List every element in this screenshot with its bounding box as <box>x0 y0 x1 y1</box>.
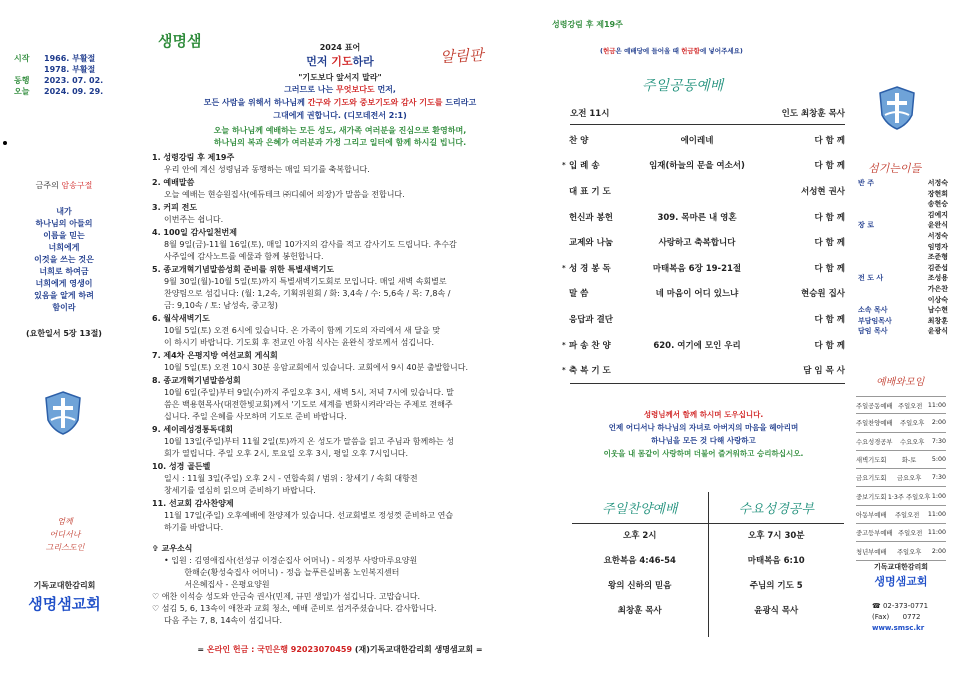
notice-item: 4. 100일 감사일천번제 8월 9일(금)-11월 16일(토), 매일 10가지의 감사를 적고 감사기도 드립니다. 추수감 사주일에 감사노트를 예물과 함께 봉헌합니다. <box>152 228 457 261</box>
order-row: * 파 송 찬 양 620. 여기에 모인 우리 다 함 께 <box>562 340 845 351</box>
order-row: 교제와 나눔 사랑하고 축복합니다 다 함 께 <box>569 238 845 249</box>
notice-board-title: 알림판 <box>439 45 484 67</box>
servant-row: 가은찬 <box>927 284 948 293</box>
notice-item: 9. 세이레성경통독대회 10월 13일(주일)부터 11월 2일(토)까지 온 성도가 말씀을 읽고 주님과 함께하는 성 회가 열립니다. 주일 오후 2시, 토요일 오후 3시, 평일 오후 7시입니다. <box>152 425 454 458</box>
schedule-row: 주일공동예배 주일오전 11:00 <box>856 396 946 414</box>
servant-row: 김준섭 <box>927 263 948 272</box>
servants-list <box>858 178 948 337</box>
history-row: 오늘 2024. 09. 29. <box>14 87 104 96</box>
servant-row: 장현희 <box>927 189 948 198</box>
order-row: 헌신과 봉헌 309. 목마른 내 영혼 다 함 께 <box>569 212 845 223</box>
order-row: 찬 양 에이레네 다 함 께 <box>569 135 845 146</box>
schedule-row: 수요성경공부 수요오후 7:30 <box>856 433 946 451</box>
year-motto: 2024 표어 먼저 기도하라 "기도보다 앞서지 말라" <box>150 42 530 83</box>
online-offering: = 온라인 헌금 : 국민은행 92023070459 (재)기독교대한감리회 생명샘교회 = <box>197 645 483 654</box>
divider <box>570 383 845 384</box>
servant-row: 임명자 <box>927 242 948 251</box>
verse-heading: 금주의 암송구절 <box>35 181 93 190</box>
schedule-title: 예배와모임 <box>876 377 925 388</box>
methodist-cross-logo-icon <box>43 390 83 436</box>
servant-row: 송현승 <box>927 200 948 209</box>
service-duty-note: ♡ 섬김 5, 6, 13속이 애찬과 교회 청소, 예배 준비로 섬겨주셨습니다. 감사합니다. <box>152 604 437 613</box>
worship-title: 주일공동예배 <box>642 78 724 94</box>
schedule-row: 아동부예배 주일오전 11:00 <box>856 506 946 524</box>
order-row: * 축 복 기 도 담 임 목 사 <box>562 366 845 377</box>
order-of-worship <box>562 127 845 383</box>
notice-item: 10. 성경 골든벨 일시 : 11월 3일(주일) 오후 2시 - 연합속회 / 범위 : 창세기 / 속회 대항전 창세기를 열심히 읽으며 준비하기 바랍니다. <box>152 462 418 495</box>
notice-list <box>152 152 532 535</box>
verse-text: 내가 하나님의 아들의 이름을 믿는 너희에게 이것을 쓰는 것은 너희로 하여금 너희에게 영생이 있음을 알게 하려 함이라 <box>34 207 94 312</box>
servant-row: 소속 목사 남수현 <box>858 306 948 315</box>
contact-info: ☎ 02-373-0771 (Fax) 0772 www.smsc.kr <box>872 601 952 634</box>
servant-row: 반 주 서정숙 <box>858 179 948 187</box>
servant-row: 이상숙 <box>927 295 948 304</box>
notice-item: 11. 선교회 감사찬양제 11월 17일(주일) 오후예배에 찬양제가 있습니다. 선교회별로 정성껏 준비하고 연습 하기를 바랍니다. <box>152 499 454 532</box>
history-row: 1978. 부활절 <box>44 65 96 74</box>
weekly-memory-verse <box>10 180 118 340</box>
notice-item: 3. 커피 전도 이번주는 쉽니다. <box>152 203 224 224</box>
notice-item: 1. 성령강림 후 제19주 우리 안에 계신 성령님과 동행하는 매일 되기를 축복합니다. <box>152 153 370 174</box>
order-row: 대 표 기 도 서성현 권사 <box>569 186 845 197</box>
history-row: 동행 2023. 07. 02. <box>14 76 104 85</box>
congregation-news: ✞ 교우소식 • 입원 : 김영애집사(선성규 이경순집사 어머니) - 의정부 사랑마루요양원 한해순(황성숙집사 어머니) - 정읍 늘푸른실버홈 노인복지센터 서은혜집사 - 은평요양원 ♡ 애찬 이석승 성도와 안금숙 권사(민제, 규민 생일)가 섬깁니다. 고맙습니다. ♡ 섬김 5, 6, 13속이 애찬과 교회 청소, 예배 준비로 섬겨주셨습니다. 감사합니다. 다음 주는 7, 8, 14속이 섬깁니다. <box>152 543 532 627</box>
benediction-message: 성령님께서 함께 하시며 도우십니다. 언제 어디서나 하나님의 자녀로 아버지의 마음을 헤아리며 하나님을 모든 것 다해 사랑하고 이웃을 내 몸같이 사랑하며 더불어 즐거워하고 승리하십시오. <box>603 410 804 458</box>
bullet-dot <box>3 141 7 145</box>
servant-row: 서정숙 <box>927 231 948 240</box>
schedule-row: 청년부예배 주일오후 2:00 <box>856 542 946 560</box>
afternoon-service: 주일찬양예배 오후 2시 요한복음 4:46-54 왕의 신하의 믿음 최창훈 목사 <box>572 492 708 637</box>
other-services <box>572 492 844 637</box>
liturgical-week: 성령강림 후 제19주 <box>552 20 623 29</box>
history-row: 시작 1966. 부활절 <box>14 54 96 63</box>
schedule-row: 중보기도회 1·3주 주일오후 1:00 <box>856 487 946 505</box>
motto-scripture: 그러므로 나는 무엇보다도 먼저, 모든 사람을 위해서 하나님께 간구와 기도와 중보기도와 감사 기도를 드리라고 그대에게 권합니다. (디모데전서 2:1) <box>203 85 477 120</box>
church-name-block: 기독교대한감리회 생명샘교회 <box>873 563 929 588</box>
order-row: 말 씀 네 마음이 어디 있느냐 현승원 집사 <box>569 289 845 300</box>
servants-title: 섬기는이들 <box>868 162 922 175</box>
order-row: * 입 례 송 임재(하늘의 문을 여소서) 다 함 께 <box>562 161 845 172</box>
methodist-cross-logo-icon <box>877 85 917 131</box>
motto-title: 먼저 기도하라 <box>306 55 374 68</box>
church-history <box>14 53 114 97</box>
notice-item: 2. 예배말씀 오늘 예배는 현승원집사(에듀테크 ㈜디쉐어 의장)가 말씀을 전합니다. <box>152 178 405 199</box>
servant-row: 김예지 <box>927 210 948 219</box>
servant-row: 조준형 <box>927 253 948 262</box>
schedule-row: 새벽기도회 화-토 5:00 <box>856 451 946 469</box>
website-link[interactable]: www.smsc.kr <box>872 624 925 632</box>
notice-item: 5. 종교개혁기념말씀성회 준비를 위한 특별새벽기도 9월 30일(월)-10월 5일(토)까지 특별새벽기도회로 모입니다. 매일 새벽 속회별로 찬양팀으로 섬깁니다: (월: 1,2속, 기획위원회 / 화: 3,4속 / 수: 5,6속 / 목: 7,8속 / 금: 9,10속 / 토: 남성속, 중고청) <box>152 265 451 310</box>
offering-note: (헌금은 예배당에 들어올 때 헌금함에 넣어주세요) <box>600 47 743 55</box>
service-header: 오전 11시 인도 최창훈 목사 <box>570 107 845 125</box>
handwritten-motto: 엄께 어디서나 그리스도인 <box>45 517 85 552</box>
fellowship-meal-note: ♡ 애찬 이석승 성도와 안금숙 권사(민제, 규민 생일)가 섬깁니다. 고맙습니다. <box>152 592 421 601</box>
servant-row: 전 도 사 조성용 <box>858 274 948 283</box>
wednesday-bible-study: 수요성경공부 오후 7시 30분 마태복음 6:10 주님의 기도 5 윤광식 목사 <box>708 492 845 637</box>
welcome-message: 오늘 하나님께 예배하는 모든 성도, 새가족 여러분을 진심으로 환영하며, 하나님의 복과 은혜가 여러분과 가정 그리고 일터에 함께 하시길 빕니다. <box>213 126 467 147</box>
schedule-row: 중고등부예배 주일오전 11:00 <box>856 524 946 542</box>
servant-row: 부담임목사 최창훈 <box>858 316 948 325</box>
worship-schedule <box>856 396 946 561</box>
order-row: * 성 경 봉 독 마태복음 6장 19-21절 다 함 께 <box>562 263 845 274</box>
notice-item: 7. 제4차 은평지방 여선교회 게식회 10월 5일(토) 오전 10시 30분 응암교회에서 있습니다. 교회에서 9시 40분 출발합니다. <box>152 351 469 372</box>
bulletin-header: 생명샘 <box>158 32 202 50</box>
church-name-block: 기독교대한감리회 생명샘교회 <box>28 581 101 613</box>
servant-row: 장 로 윤완식 <box>858 221 948 230</box>
schedule-row: 금요기도회 금요오후 7:30 <box>856 469 946 487</box>
schedule-row: 주일찬양예배 주일오후 2:00 <box>856 414 946 432</box>
verse-reference: (요한일서 5장 13절) <box>26 329 102 338</box>
order-row: 응답과 결단 다 함 께 <box>569 314 845 325</box>
servant-row: 담임 목사 윤광식 <box>858 327 948 336</box>
notice-item: 6. 월삭새벽기도 10월 5일(토) 오전 6시에 있습니다. 온 가족이 함께 기도의 자리에서 새 달을 맞 이 하시기 바랍니다. 기도회 후 전교인 아침 식사는 윤완식 장로께서 섬깁니다. <box>152 314 441 347</box>
notice-item: 8. 종교개혁기념말씀성회 10월 6일(주일)부터 9일(수)까지 주일오후 3시, 새벽 5시, 저녁 7시에 있습니다. 말 씀은 백용현목사(대전한빛교회)께서 '기도로 세계를 변화시켜라'라는 주제로 전해주 십니다. 주일 은혜를 사모하며 기도로 준비 바랍니다. <box>152 376 454 421</box>
